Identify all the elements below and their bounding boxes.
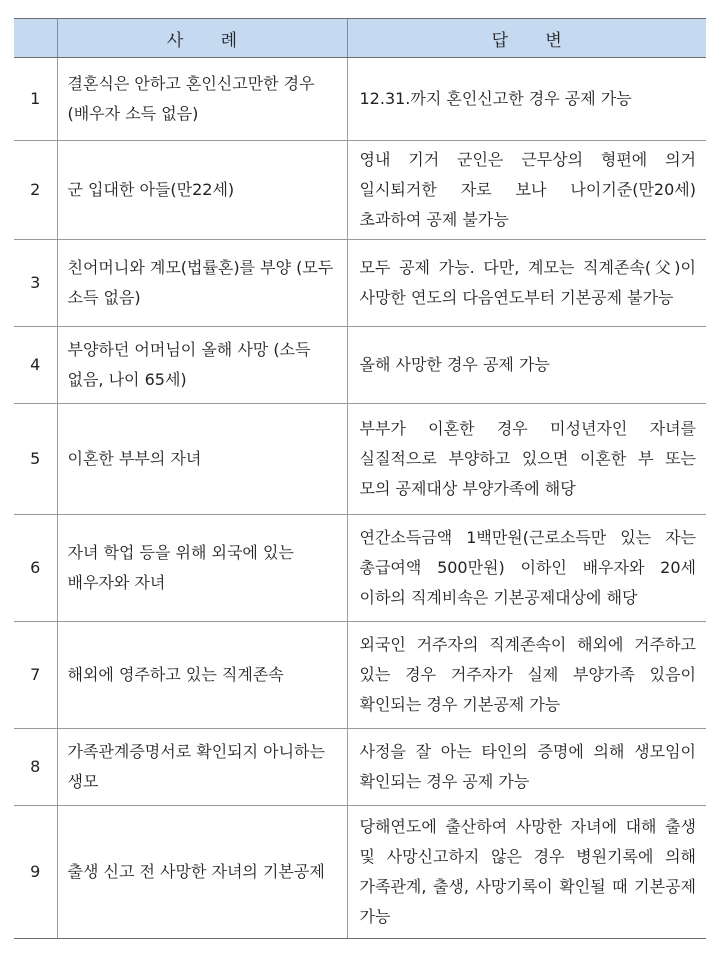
table-header-row — [14, 19, 706, 58]
row-number: 4 — [14, 327, 57, 404]
case-cell: 결혼식은 안하고 혼인신고만한 경우(배우자 소득 없음) — [57, 58, 347, 141]
case-cell: 친어머니와 계모(법률혼)를 부양 (모두 소득 없음) — [57, 240, 347, 327]
answer-cell: 연간소득금액 1백만원(근로소득만 있는 자는 총급여액 500만원) 이하인 배우자와 20세 이하의 직계비속은 기본공제대상에 해당 — [347, 515, 706, 622]
answer-cell: 영내 기거 군인은 근무상의 형편에 의거 일시퇴거한 자로 보나 나이기준(만20세) 초과하여 공제 불가능 — [347, 141, 706, 240]
header-number — [14, 19, 57, 58]
row-number: 7 — [14, 622, 57, 729]
case-cell: 군 입대한 아들(만22세) — [57, 141, 347, 240]
row-number: 8 — [14, 729, 57, 806]
answer-cell: 부부가 이혼한 경우 미성년자인 자녀를 실질적으로 부양하고 있으면 이혼한 부 또는 모의 공제대상 부양가족에 해당 — [347, 404, 706, 515]
table-row — [14, 240, 706, 327]
answer-cell: 당해연도에 출산하여 사망한 자녀에 대해 출생 및 사망신고하지 않은 경우 병원기록에 의해 가족관계, 출생, 사망기록이 확인될 때 기본공제 가능 — [347, 806, 706, 939]
case-cell: 가족관계증명서로 확인되지 아니하는 생모 — [57, 729, 347, 806]
case-cell: 자녀 학업 등을 위해 외국에 있는 배우자와 자녀 — [57, 515, 347, 622]
table-row — [14, 515, 706, 622]
answer-cell: 12.31.까지 혼인신고한 경우 공제 가능 — [347, 58, 706, 141]
header-case: 사례 — [57, 19, 347, 58]
case-cell: 부양하던 어머님이 올해 사망 (소득 없음, 나이 65세) — [57, 327, 347, 404]
row-number: 9 — [14, 806, 57, 939]
table-row — [14, 58, 706, 141]
answer-cell: 모두 공제 가능. 다만, 계모는 직계존속(父)이 사망한 연도의 다음연도부터 기본공제 불가능 — [347, 240, 706, 327]
case-cell: 해외에 영주하고 있는 직계존속 — [57, 622, 347, 729]
row-number: 5 — [14, 404, 57, 515]
row-number: 1 — [14, 58, 57, 141]
answer-cell: 외국인 거주자의 직계존속이 해외에 거주하고 있는 경우 거주자가 실제 부양가족 있음이 확인되는 경우 기본공제 가능 — [347, 622, 706, 729]
table-row — [14, 141, 706, 240]
case-cell: 출생 신고 전 사망한 자녀의 기본공제 — [57, 806, 347, 939]
answer-cell: 올해 사망한 경우 공제 가능 — [347, 327, 706, 404]
row-number: 3 — [14, 240, 57, 327]
deduction-cases-table — [14, 18, 706, 939]
table-row — [14, 327, 706, 404]
table-row — [14, 806, 706, 939]
case-cell: 이혼한 부부의 자녀 — [57, 404, 347, 515]
row-number: 2 — [14, 141, 57, 240]
table-row — [14, 404, 706, 515]
header-answer: 답변 — [347, 19, 706, 58]
answer-cell: 사정을 잘 아는 타인의 증명에 의해 생모임이 확인되는 경우 공제 가능 — [347, 729, 706, 806]
table-row — [14, 622, 706, 729]
table-row — [14, 729, 706, 806]
row-number: 6 — [14, 515, 57, 622]
